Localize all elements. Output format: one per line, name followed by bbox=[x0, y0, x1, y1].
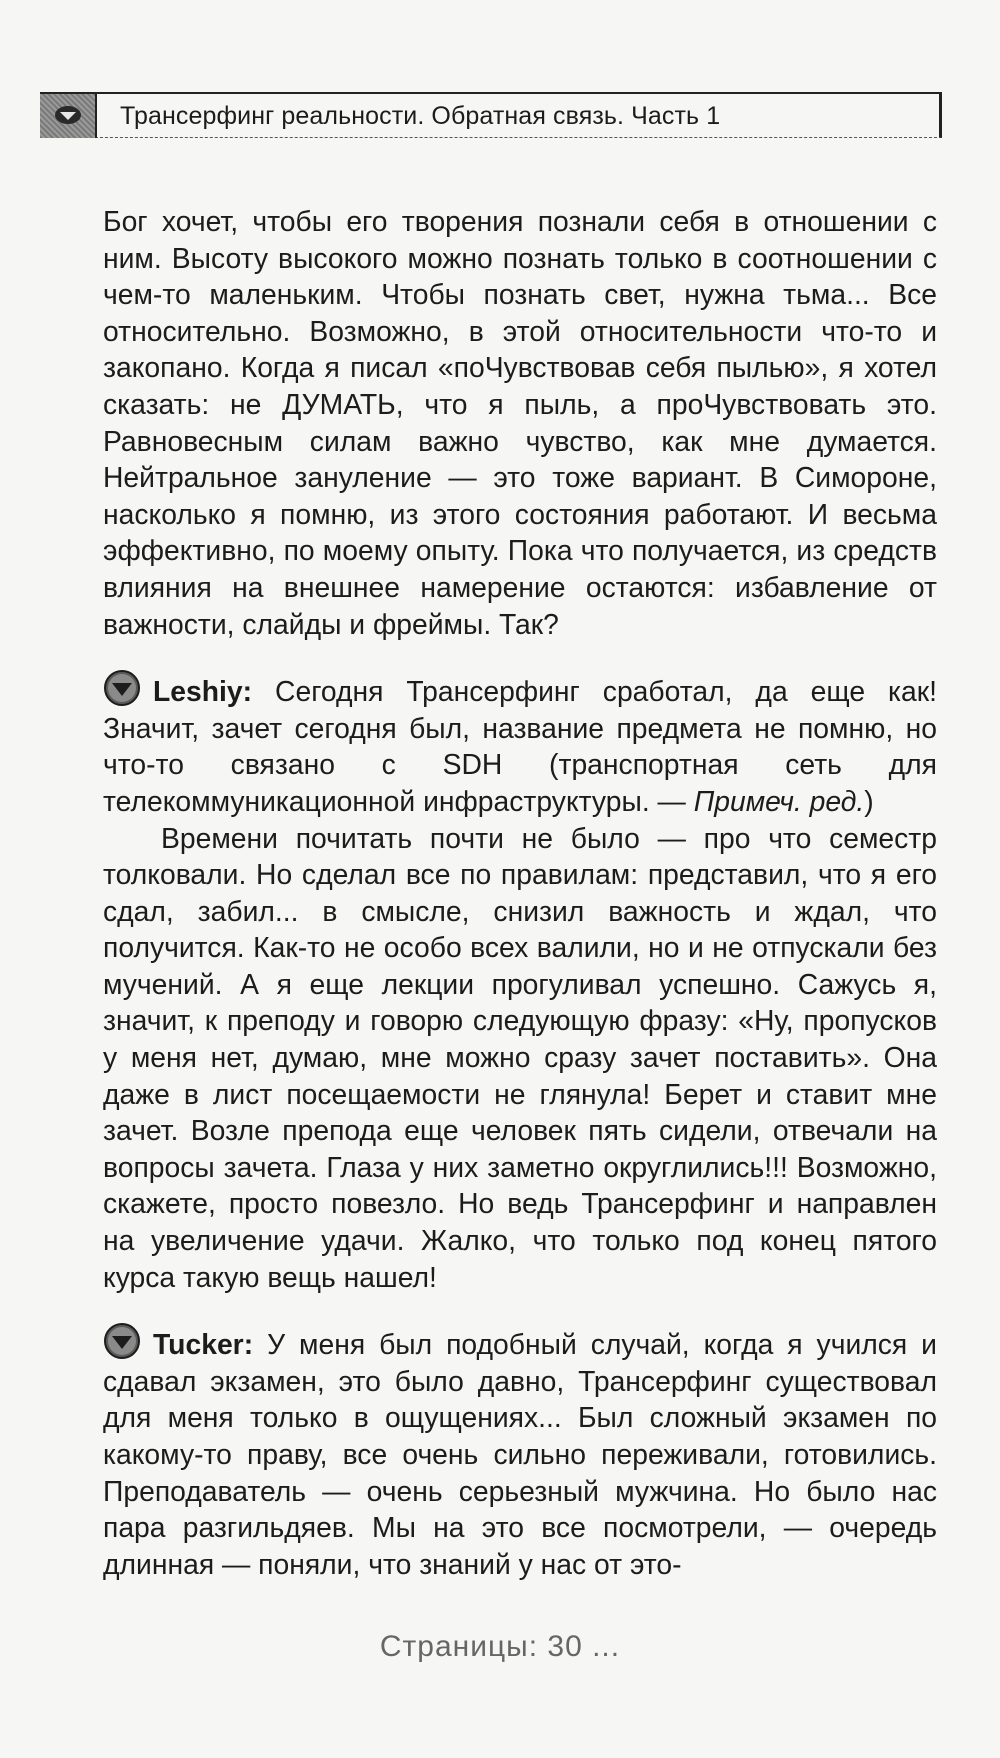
comment-text: У меня был подобный случай, когда я учился и сдавал экзамен, это было давно, Трансерфинг существовал для меня только в ощущениях... Был сложный экзамен по какому-то праву, все очень сильно переживали, готовились. Преподаватель — очень серьезный мужчина. Но было нас пара разгильдяев. Мы на это все посмотрели, — очередь длинная — поняли, что знаний у нас от это- bbox=[103, 1328, 937, 1580]
comment-bullet-icon bbox=[103, 669, 141, 707]
paragraph-intro: Бог хочет, чтобы его творения познали себя в отношении с ним. Высоту высокого можно познать только в соотношении с чем-то маленьким. Чтобы познать свет, нужна тьма... Все относительно. Возможно, в этой относительности что-то и закопано. Когда я писал «поЧувствовав себя пылью», я хотел сказать: не ДУМАТЬ, что я пыль, а проЧувствовать это. Равновесным силам важно чувство, как мне думается. Нейтральное зануление — это тоже вариант. В Симороне, насколько я помню, из этого состояния работают. И весьма эффективно, по моему опыту. Пока что получается, из средств влияния на внешнее намерение остаются: избавление от важности, слайды и фреймы. Так? bbox=[103, 205, 937, 640]
comment-bullet-icon bbox=[103, 1322, 141, 1360]
header-marker bbox=[40, 94, 97, 138]
closing-paren: ) bbox=[864, 784, 874, 817]
comment-text: Сегодня Трансерфинг сработал, да еще как! Значит, зачет сегодня был, название предмета не помню, но что-то связано с SDH (транспортная сеть для телекоммуникационной инфраструктуры. — bbox=[103, 675, 937, 817]
speaker-name: Leshiy: bbox=[153, 675, 253, 708]
comment-tucker bbox=[103, 1322, 937, 1582]
editor-note: Примеч. ред. bbox=[693, 784, 865, 817]
book-title: Трансерфинг реальности. Обратная связь. Часть 1 bbox=[120, 102, 721, 130]
triangle-down-icon bbox=[54, 104, 82, 126]
paragraph-leshiy-continued: Времени почитать почти не было — про что семестр толковали. Но сделал все по правилам: представил, что я его сдал, забил... в смысле, снизил важность и ждал, что получится. Как-то не особо всех валили, но и не отпускали без мучений. А я еще лекции прогуливал успешно. Сажусь я, значит, к преподу и говорю следующую фразу: «Ну, пропусков у меня нет, думаю, мне можно сразу зачет поставить». Она даже в лист посещаемости не глянула! Берет и ставит мне зачет. Возле препода еще человек пять сидели, отвечали на вопросы зачета. Глаза у них заметно округлились!!! Возможно, скажете, просто повезло. Но ведь Трансерфинг и направлен на увеличение удачи. Жалко, что только под конец пятого курса такую вещь нашел! bbox=[103, 821, 937, 1293]
running-header bbox=[40, 92, 942, 138]
page-footer: Страницы: 30 ... bbox=[379, 1630, 621, 1663]
page-body bbox=[103, 203, 937, 1582]
speaker-name: Tucker: bbox=[153, 1328, 254, 1361]
comment-leshiy bbox=[103, 669, 937, 819]
